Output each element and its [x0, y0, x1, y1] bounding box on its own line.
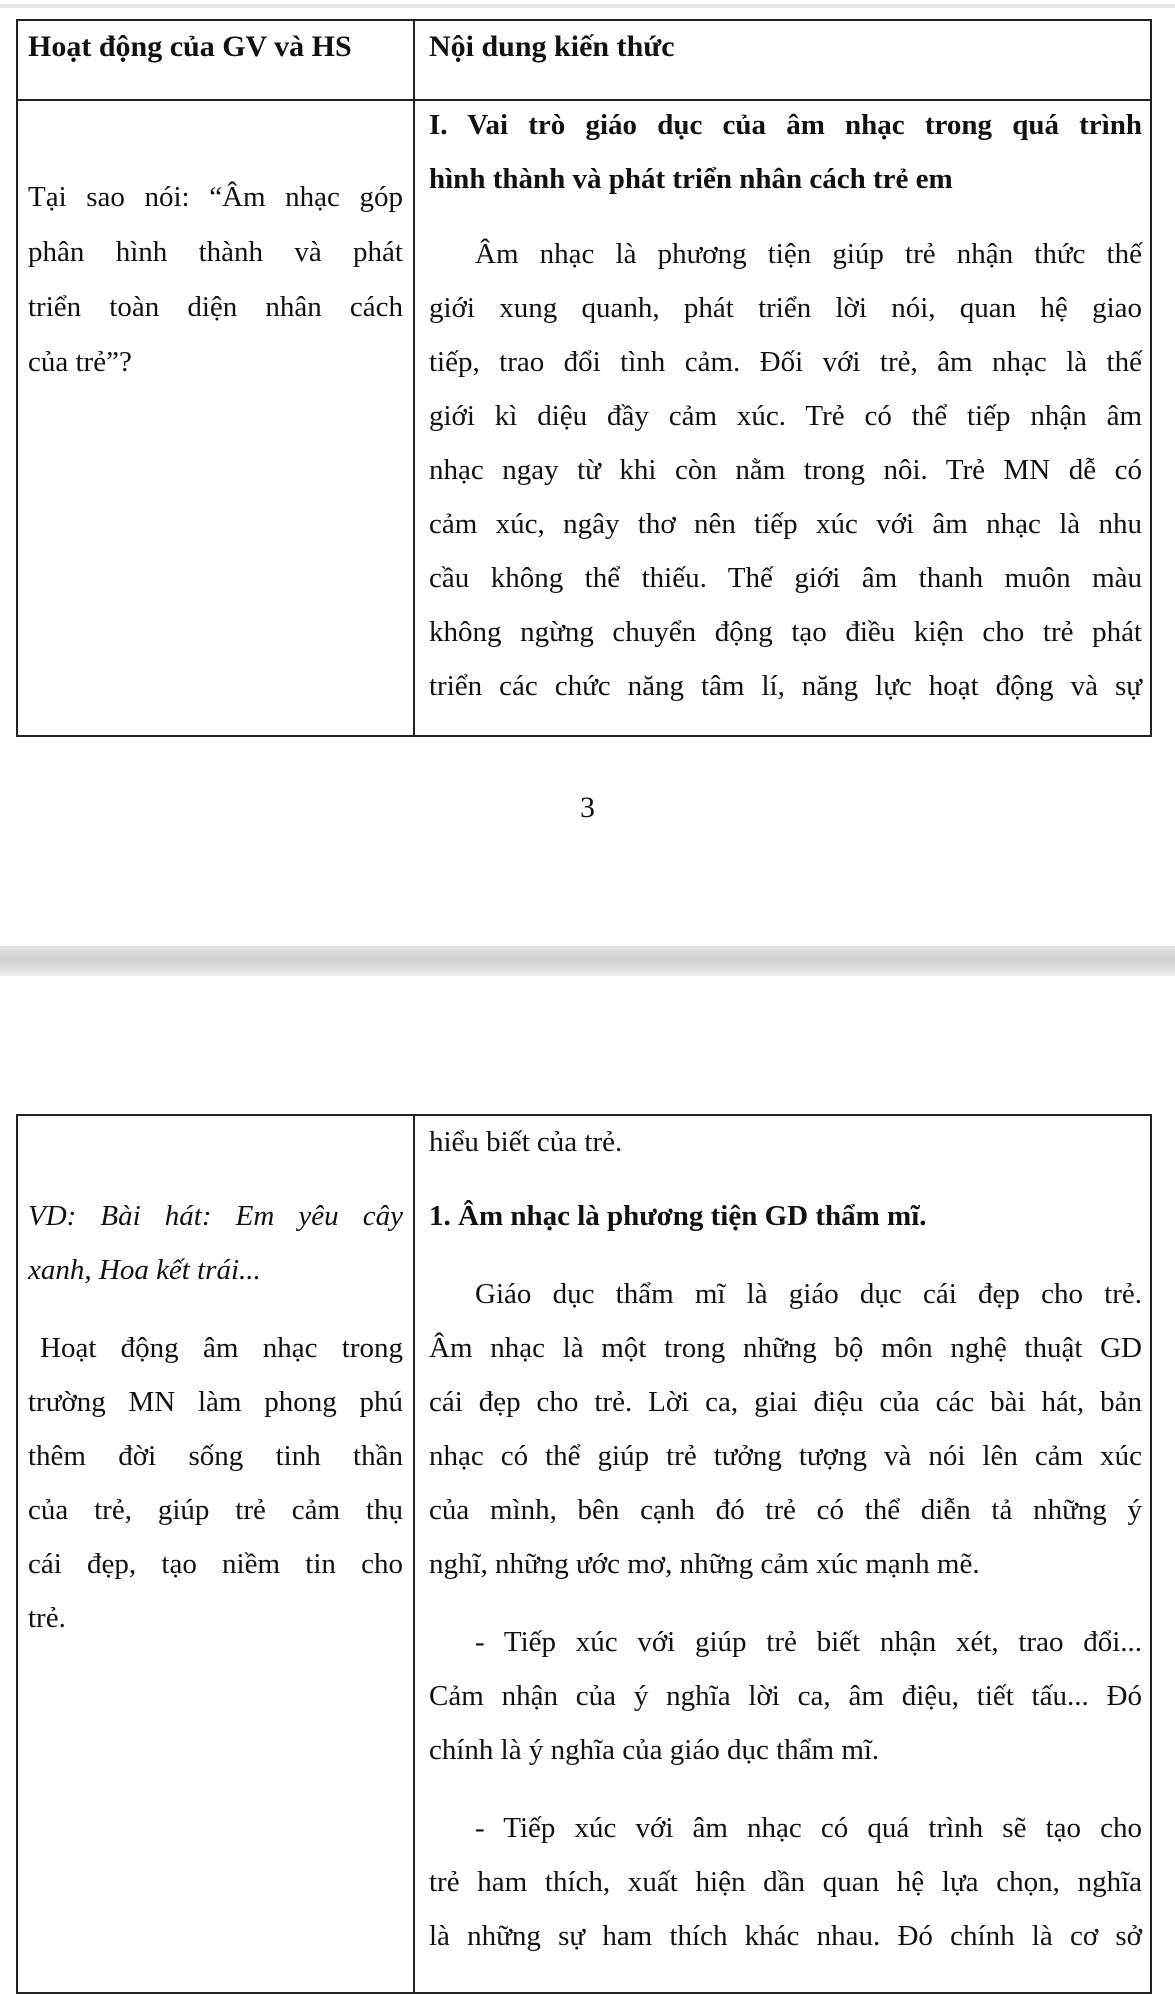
- section-heading-line: I. Vai trò giáo dục của âm nhạc trong quá trình: [429, 109, 1142, 141]
- header-divider: [18, 99, 1150, 101]
- page-number: 3: [580, 791, 595, 824]
- text-line: là những sự ham thích khác nhau. Đó chính là cơ sở: [429, 1920, 1142, 1952]
- text-line: Tại sao nói: “Âm nhạc góp: [28, 181, 403, 213]
- text-line: Âm nhạc là phương tiện giúp trẻ nhận thức thế: [475, 238, 1142, 270]
- text-line: tiếp, trao đổi tình cảm. Đối với trẻ, âm nhạc là thế: [429, 346, 1142, 378]
- text-line: của trẻ”?: [28, 346, 132, 378]
- text-line: thêm đời sống tinh thần: [28, 1440, 403, 1472]
- text-line: không ngừng chuyển động tạo điều kiện cho trẻ phát: [429, 616, 1142, 648]
- text-line: trẻ.: [28, 1602, 66, 1634]
- example-line: VD: Bài hát: Em yêu cây: [28, 1200, 403, 1232]
- text-line: cái đẹp cho trẻ. Lời ca, giai điệu của các bài hát, bản: [429, 1386, 1142, 1418]
- column-divider: [413, 21, 415, 735]
- page-separator: [0, 946, 1175, 976]
- text-line: chính là ý nghĩa của giáo dục thẩm mĩ.: [429, 1734, 880, 1766]
- text-line: cái đẹp, tạo niềm tin cho: [28, 1548, 403, 1580]
- text-line: Cảm nhận của ý nghĩa lời ca, âm điệu, tiết tấu... Đó: [429, 1680, 1142, 1712]
- text-line: Giáo dục thẩm mĩ là giáo dục cái đẹp cho trẻ.: [475, 1278, 1142, 1310]
- text-line: hiểu biết của trẻ.: [429, 1126, 623, 1158]
- text-line: cầu không thể thiếu. Thế giới âm thanh muôn màu: [429, 562, 1142, 594]
- text-line: của trẻ, giúp trẻ cảm thụ: [28, 1494, 403, 1526]
- section-heading-line: hình thành và phát triển nhân cách trẻ em: [429, 163, 953, 195]
- lesson-table-top: [16, 19, 1152, 737]
- text-line: nhạc ngay từ khi còn nằm trong nôi. Trẻ MN dễ có: [429, 454, 1142, 486]
- subsection-heading: 1. Âm nhạc là phương tiện GD thẩm mĩ.: [429, 1200, 927, 1232]
- text-line: cảm xúc, ngây thơ nên tiếp xúc với âm nhạc là nhu: [429, 508, 1142, 540]
- header-left: Hoạt động của GV và HS: [28, 30, 352, 63]
- text-line: Hoạt động âm nhạc trong: [40, 1332, 403, 1364]
- text-line: triển toàn diện nhân cách: [28, 291, 403, 323]
- text-line: triển các chức năng tâm lí, năng lực hoạt động và sự: [429, 670, 1142, 702]
- text-line: Âm nhạc là một trong những bộ môn nghệ thuật GD: [429, 1332, 1142, 1364]
- text-line: giới kì diệu đầy cảm xúc. Trẻ có thể tiếp nhận âm: [429, 400, 1142, 432]
- lesson-table-continued: [16, 1114, 1152, 1994]
- example-line: xanh, Hoa kết trái...: [28, 1254, 261, 1286]
- column-divider: [413, 1116, 415, 1992]
- text-line: nghĩ, những ước mơ, những cảm xúc mạnh mẽ.: [429, 1548, 980, 1580]
- text-line: trường MN làm phong phú: [28, 1386, 403, 1418]
- text-line: - Tiếp xúc với âm nhạc có quá trình sẽ tạo cho: [475, 1812, 1142, 1844]
- text-line: phân hình thành và phát: [28, 236, 403, 268]
- text-line: - Tiếp xúc với giúp trẻ biết nhận xét, trao đổi...: [475, 1626, 1142, 1658]
- page-top-edge: [0, 4, 1175, 8]
- text-line: giới xung quanh, phát triển lời nói, quan hệ giao: [429, 292, 1142, 324]
- text-line: trẻ ham thích, xuất hiện dần quan hệ lựa chọn, nghĩa: [429, 1866, 1142, 1898]
- text-line: nhạc có thể giúp trẻ tưởng tượng và nói lên cảm xúc: [429, 1440, 1142, 1472]
- header-right: Nội dung kiến thức: [429, 30, 675, 63]
- text-line: của mình, bên cạnh đó trẻ có thể diễn tả những ý: [429, 1494, 1142, 1526]
